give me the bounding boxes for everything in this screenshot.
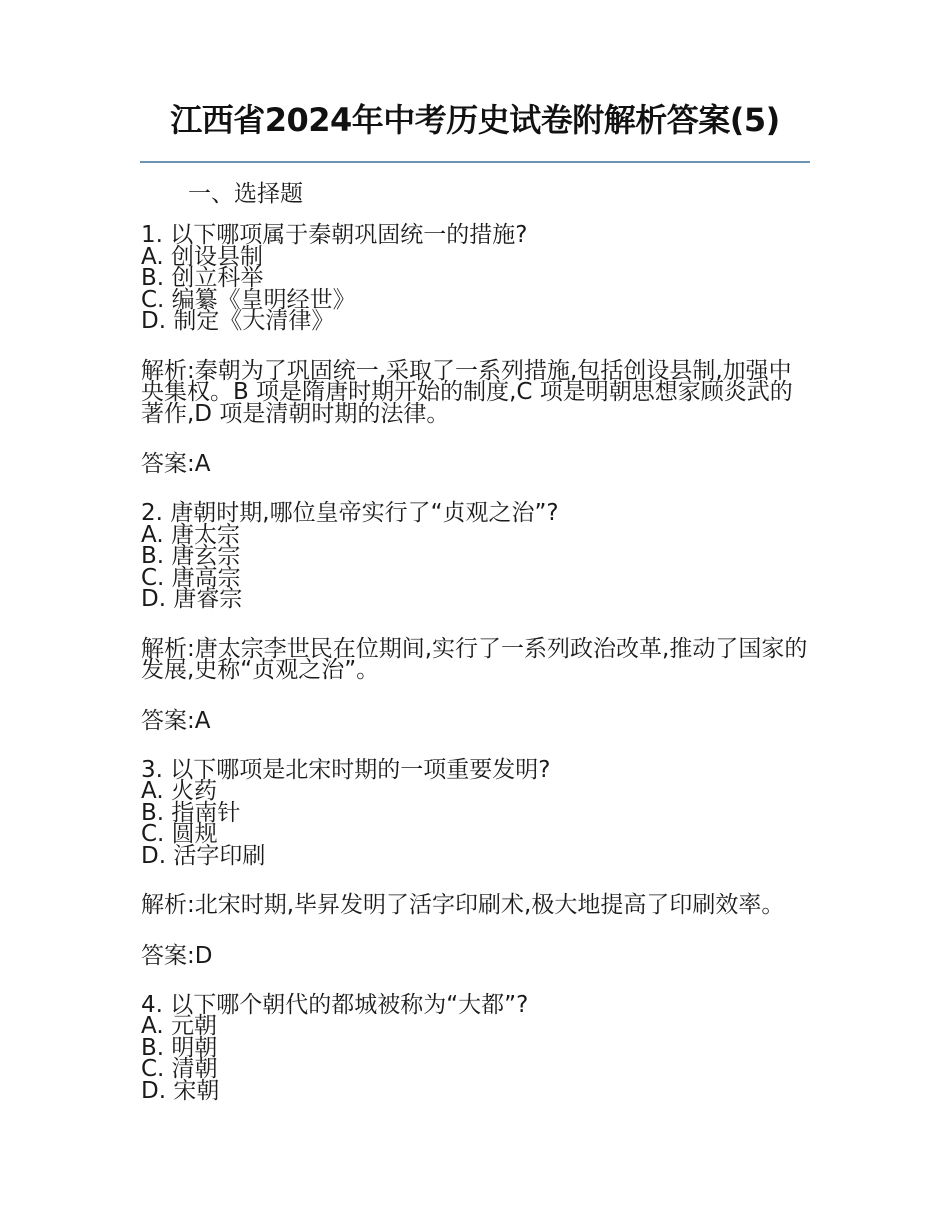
- option-item: D. 制定《大清律》: [141, 308, 335, 334]
- option-list: [141, 243, 811, 334]
- option-item: A. 唐太宗: [141, 521, 240, 548]
- question-block: [141, 991, 811, 1104]
- option-item: C. 圆规: [141, 821, 218, 847]
- section-heading: 一、选择题: [188, 181, 303, 207]
- question-list: [141, 222, 811, 1104]
- option-item: D. 宋朝: [141, 1077, 220, 1104]
- title-divider: [140, 161, 810, 163]
- question-text: 2. 唐朝时期,哪位皇帝实行了“贞观之治”?: [141, 500, 559, 526]
- option-item: B. 明朝: [141, 1034, 218, 1061]
- option-item: B. 指南针: [141, 799, 241, 826]
- question-block: [141, 500, 811, 760]
- option-list: [141, 1013, 811, 1104]
- question-text: 3. 以下哪项是北宋时期的一项重要发明?: [141, 756, 551, 783]
- option-item: A. 创设县制: [141, 243, 263, 270]
- option-item: B. 唐玄宗: [141, 543, 241, 569]
- answer-text: 答案:A: [141, 707, 211, 734]
- answer-text: 答案:A: [141, 451, 211, 477]
- option-item: D. 唐睿宗: [141, 586, 243, 612]
- option-item: A. 火药: [141, 778, 217, 804]
- option-item: C. 编纂《皇明经世》: [141, 286, 356, 313]
- question-text: 1. 以下哪项属于秦朝巩固统一的措施?: [141, 222, 528, 248]
- analysis-text: 解析:唐太宗李世民在位期间,实行了一系列政治改革,推动了国家的发展,史称“贞观之治”。: [141, 635, 808, 683]
- option-item: C. 唐高宗: [141, 564, 241, 591]
- option-list: [141, 521, 811, 612]
- option-item: A. 元朝: [141, 1013, 217, 1039]
- option-item: B. 创立科举: [141, 265, 264, 291]
- option-item: C. 清朝: [141, 1056, 218, 1082]
- option-list: [141, 778, 811, 869]
- document-title: 江西省2024年中考历史试卷附解析答案(5): [170, 101, 780, 139]
- question-block: [141, 222, 811, 503]
- answer-text: 答案:D: [141, 942, 213, 969]
- question-block: [141, 756, 811, 995]
- option-item: D. 活字印刷: [141, 842, 266, 869]
- analysis-text: 解析:北宋时期,毕昇发明了活字印刷术,极大地提高了印刷效率。: [141, 892, 785, 918]
- analysis-text: 解析:秦朝为了巩固统一,采取了一系列措施,包括创设县制,加强中央集权。B 项是隋唐时期开始的制度,C 项是明朝思想家顾炎武的著作,D 项是清朝时期的法律。: [141, 357, 793, 427]
- question-text: 4. 以下哪个朝代的都城被称为“大都”?: [141, 991, 529, 1018]
